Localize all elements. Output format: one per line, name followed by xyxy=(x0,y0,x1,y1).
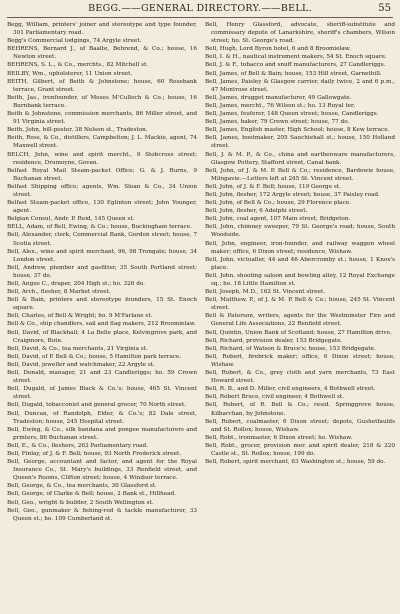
directory-entry: Bell, Angus C., draper, 204 High st.; ho. 326 do. xyxy=(7,281,145,287)
directory-entry: Bell, James, drugget manufacturer, 49 Gallowgate. xyxy=(205,94,352,101)
directory-entry: Beith, Ross, & Co., distillers, Campbelton; J. L. Mackie, agent, 74 Maxwell street. xyxy=(7,135,197,150)
directory-entry: Bell, John, chimney sweeper, 79 St. George's road; house, South Woodside. xyxy=(205,224,395,239)
directory-entry: Belfast Royal Mail Steam-packet Office; G. & J. Burns, 9 Buchanan street. xyxy=(7,167,197,182)
running-head: BEGG.——GENERAL DIRECTORY.——BELL. xyxy=(88,3,312,14)
directory-entry: Bell & Bain, printers and stereotype founders, 15 St. Enoch square. xyxy=(7,297,197,312)
directory-entry: Bell, George, accountant and factor, and agent for the Royal Insurance Co., St. Mary's buildings, 33 Renfield street, and Queen's Rooms, Clifton street; house, 4 Windsor terrace. xyxy=(7,459,197,482)
directory-entry: Bell, Dugald, tobacconist and general grocer, 70 North street. xyxy=(7,402,187,409)
directory-entry: BEITH, Gilbert, of Beith & Johnstone; house, 60 Rosebank terrace, Grant street. xyxy=(7,78,197,93)
directory-entry: Bell, David, jeweller and watchmaker, 22 Argyle st. xyxy=(7,361,155,368)
directory-entry: Beith, Jas., ironfounder, of Moses M'Culloch & Co.; house, 16 Burnbank terrace. xyxy=(7,94,197,109)
directory-entry: Bell, Robert, of R. Bell & Co.; resid. Springgrove house, Kilbarchan, by Johnstone. xyxy=(205,402,395,417)
directory-entry: Begg, William, printers' joiner and stereotype and type founder, 301 Parliamentary road. xyxy=(7,22,197,37)
page-header xyxy=(7,2,393,16)
directory-entry: Bell, James, bootmaker, 205 Sauchiehall st.; house, 150 Holland street. xyxy=(205,135,395,150)
directory-entry: Bell, Richard, provision dealer, 153 Bridgegate. xyxy=(205,337,343,344)
directory-entry: BEHRENS, Bernard J., of Baalte, Behrend, & Co.; house, 16 Newton street. xyxy=(7,46,197,61)
directory-entry: Bell, George, of Clarke & Bell; house, 2 Bank st., Hillhead. xyxy=(7,491,176,498)
directory-entry: Belfast Shipping office; agents, Wm. Sloan & Co., 34 Union street. xyxy=(7,183,197,198)
directory-entry: Bell, Robert Bruce, civil engineer, 4 Bothwell st. xyxy=(205,394,344,401)
directory-entry: Bell, John, shooting saloon and bowling alley, 12 Royal Exchange sq.; ho. 18 Little Hamilton st. xyxy=(205,272,395,287)
directory-entry: BELL, Adam, of Bell, Ewing, & Co.; house, Buckingham terrace. xyxy=(7,224,192,231)
directory-entry: Bell, Ewing, & Co., silk bandana and pongee manufacturers and printers, 86 Buchanan street. xyxy=(7,426,197,441)
directory-entry: Bell, James, feuferer, 148 Queen street; house, Candleriggs. xyxy=(205,111,379,118)
directory-entry: Bell, Geo., wright & builder, 2 South Wellington st. xyxy=(7,499,154,506)
directory-entry: Bell, Richard, of Watson & Bruce's; house, 153 Bridgegate. xyxy=(205,345,376,352)
directory-entry: Bell, Robt., ironmaster, 6 Dixon street; ho. Wishaw. xyxy=(205,434,353,441)
directory-entry: Bell, Robt., grocer, provision mer. and spirit dealer, 218 & 220 Castle st., St. Rollox; house, 199 do. xyxy=(205,442,395,457)
directory-entry: Bell, E., & Co., fleshers, 263 Parliamentary road. xyxy=(7,442,148,449)
directory-entry: Bell, Finlay, of J. & F. Bell; house, 93 North Frederick street. xyxy=(7,450,182,457)
directory-entry: Bell, John, flesher, 6 Adelphi street. xyxy=(205,208,308,215)
directory-entry: Bell, I. & H., nautical instrument makers, 54 St. Enoch square. xyxy=(205,54,387,61)
directory-entry: BEILBY, Wm., upholsterer, 11 Union street. xyxy=(7,70,133,77)
directory-entry: Bell & Co., ship chandlers, sail and flag makers, 212 Broomielaw. xyxy=(7,321,196,328)
directory-entry: Bell, James, English master, High School; house, 8 Kew terrace. xyxy=(205,127,390,134)
directory-entry: Bell, Donald, manager, 21 and 23 Candleriggs; ho. 59 Crown street. xyxy=(7,370,197,385)
directory-entry: Bell, James, mercht., 76 Wilson st.; ho. 13 Royal ter. xyxy=(205,102,355,109)
directory-entry: Beith, John, bill-poster, 38 Nelson st., Tradeston. xyxy=(7,127,148,134)
directory-entry: Bell, James, of Bell & Bain; house, 153 Hill street, Garnethill. xyxy=(205,70,382,77)
directory-entry: Bell, Charles, of Bell & Wright; ho. 9 M'Farlane st. xyxy=(7,313,153,320)
directory-entry: Bell, Robert, coalmaster, 6 Dixon street; depots, Gushetfaulds and St. Rollox; house, Wishaw. xyxy=(205,418,395,433)
directory-entry: Bell, Geo., gunmaker & fishing-rod & tackle manufacturer, 33 Queen st.; ho. 109 Cumberland st. xyxy=(7,507,197,522)
directory-entry: Bell, Robert, spirit merchant, 63 Washington st.; house, 59 do. xyxy=(205,459,386,466)
directory-entry: Bell, David, & Co., tea merchants, 21 Virginia st. xyxy=(7,345,148,352)
directory-entry: Bell, Matthew, P., of J. & M. P. Bell & Co.; house, 245 St. Vincent street. xyxy=(205,297,395,312)
directory-entry: Bell, Quintin, Union Bank of Scotland; house, 27 Hamilton drive. xyxy=(205,329,392,336)
directory-entry: Beith & Johnstone, commission merchants, 86 Miller street, and 91 Virginia street. xyxy=(7,111,197,126)
directory-entry: Bell, Alex., wine and spirit merchant, 96, 98 Trongate; house, 34 London street. xyxy=(7,248,197,263)
directory-entry: Bell & Paterson, writers, agents for the Westminster Fire and General Life Associations, 22 Renfield street. xyxy=(205,313,395,328)
directory-entry: BEHRENS, S. L., & Co., merchts., 82 Mitchell st. xyxy=(7,62,149,69)
header-rule xyxy=(7,17,393,18)
directory-entry: Bell, Duncan, of Randolph, Elder, & Co.'s; 82 Dale street, Tradeston; house, 245 Hospital street. xyxy=(7,410,197,425)
directory-entry: Bell, John, of J. & M. P. Bell & Co.; residence, Bardowie house, Milngavie.—Letters left at 245 St. Vincent street. xyxy=(205,167,395,182)
directory-entry: Bell, John, of J. & F. Bell; house, 119 George st. xyxy=(205,183,341,190)
directory-entry: Bell, Joseph, M.D., 162 St. Vincent street. xyxy=(205,289,326,296)
directory-entry: Bell, Arch., flesher, 8 Market street. xyxy=(7,289,111,296)
right-column xyxy=(205,21,395,466)
directory-entry: Bell, John, victualler, 44 and 46 Abercromby st.; house, 1 Knox's place. xyxy=(205,256,395,271)
directory-entry: Bell, James, baker, 79 Crown street; house, 77 do. xyxy=(205,119,350,126)
directory-entry: Belfast Steam-packet office, 130 Eglinton street; John Younger, agent. xyxy=(7,200,197,215)
directory-entry: Bell, John, coal agent, 107 Main street, Bridgeton. xyxy=(205,216,351,223)
directory-entry: Bell, James, Paisley & Glasgow carrier, daily twice, 2 and 6 p.m., 47 Montrose street. xyxy=(205,78,395,93)
directory-entry: Bell, Robert, & Co., grey cloth and yarn merchants, 73 East Howard street. xyxy=(205,370,395,385)
directory-entry: Bell, Dugald, of James Black & Co.'s; house, 465 St. Vincent street. xyxy=(7,386,197,401)
directory-entry: Bell, John, engineer, iron-founder, and railway waggon wheel maker; office, 6 Dixon street; residence, Wishaw. xyxy=(205,240,395,255)
directory-entry: Bell, John, flesher, 172 Argyle street; house, 37 Paisley road. xyxy=(205,191,380,198)
directory-entry: Bell, John, of Bell & Co.; house, 29 Florence place. xyxy=(205,200,352,207)
directory-entry: Bell, George, & Co., tea merchants, 30 Glassford st. xyxy=(7,483,157,490)
directory-entry: Begg's Commercial lodgings, 74 Argyle street. xyxy=(7,38,142,45)
directory-entry: Bell, Andrew, plumber and gasfitter, 35 South Portland street; house, 37 do. xyxy=(7,264,197,279)
directory-entry: Bell, Hugh, Lord Byron hotel, 6 and 8 Broomielaw. xyxy=(205,46,351,53)
directory-entry: Bell, J. & F., tobacco and snuff manufacturers, 27 Candleriggs. xyxy=(205,62,386,69)
directory-entry: BELCH, John, wine and spirit mercht., 9 Stobcross street; residence, Drumoyne, Govan. xyxy=(7,151,197,166)
left-column xyxy=(7,21,197,523)
directory-entry: Bell, Alexander, clerk, Commercial Bank, Gordon street; house, 7 Scotia street. xyxy=(7,232,197,247)
directory-entry: Bell, David, of Blackhall; 4 La Belle place, Kelvingrove park, and Craigmore, Bute. xyxy=(7,329,197,344)
directory-entry: Bell, Henry Glassford, advocate, sheriff-substitute and commissary depute of Lanarkshire, sheriff's chambers, Wilson street; ho. St. George's road. xyxy=(205,22,395,45)
page-number: 55 xyxy=(378,3,391,14)
directory-entry: Bell, J. & M. P., & Co., china and earthenware manufacturers, Glasgow Pottery, Stafford street, Canal bank. xyxy=(205,151,395,166)
directory-entry: Belgian Consul, Andr. P. Reid, 145 Queen st. xyxy=(7,216,135,223)
directory-entry: Bell, R. B., and D. Miller, civil engineers, 4 Bothwell street. xyxy=(205,386,376,393)
directory-entry: Bell, Robert, firebrick maker; office, 6 Dixon street; house, Wishaw. xyxy=(205,353,395,368)
directory-entry: Bell, David, of P. Bell & Co.; house, 5 Hamilton park terrace. xyxy=(7,353,182,360)
